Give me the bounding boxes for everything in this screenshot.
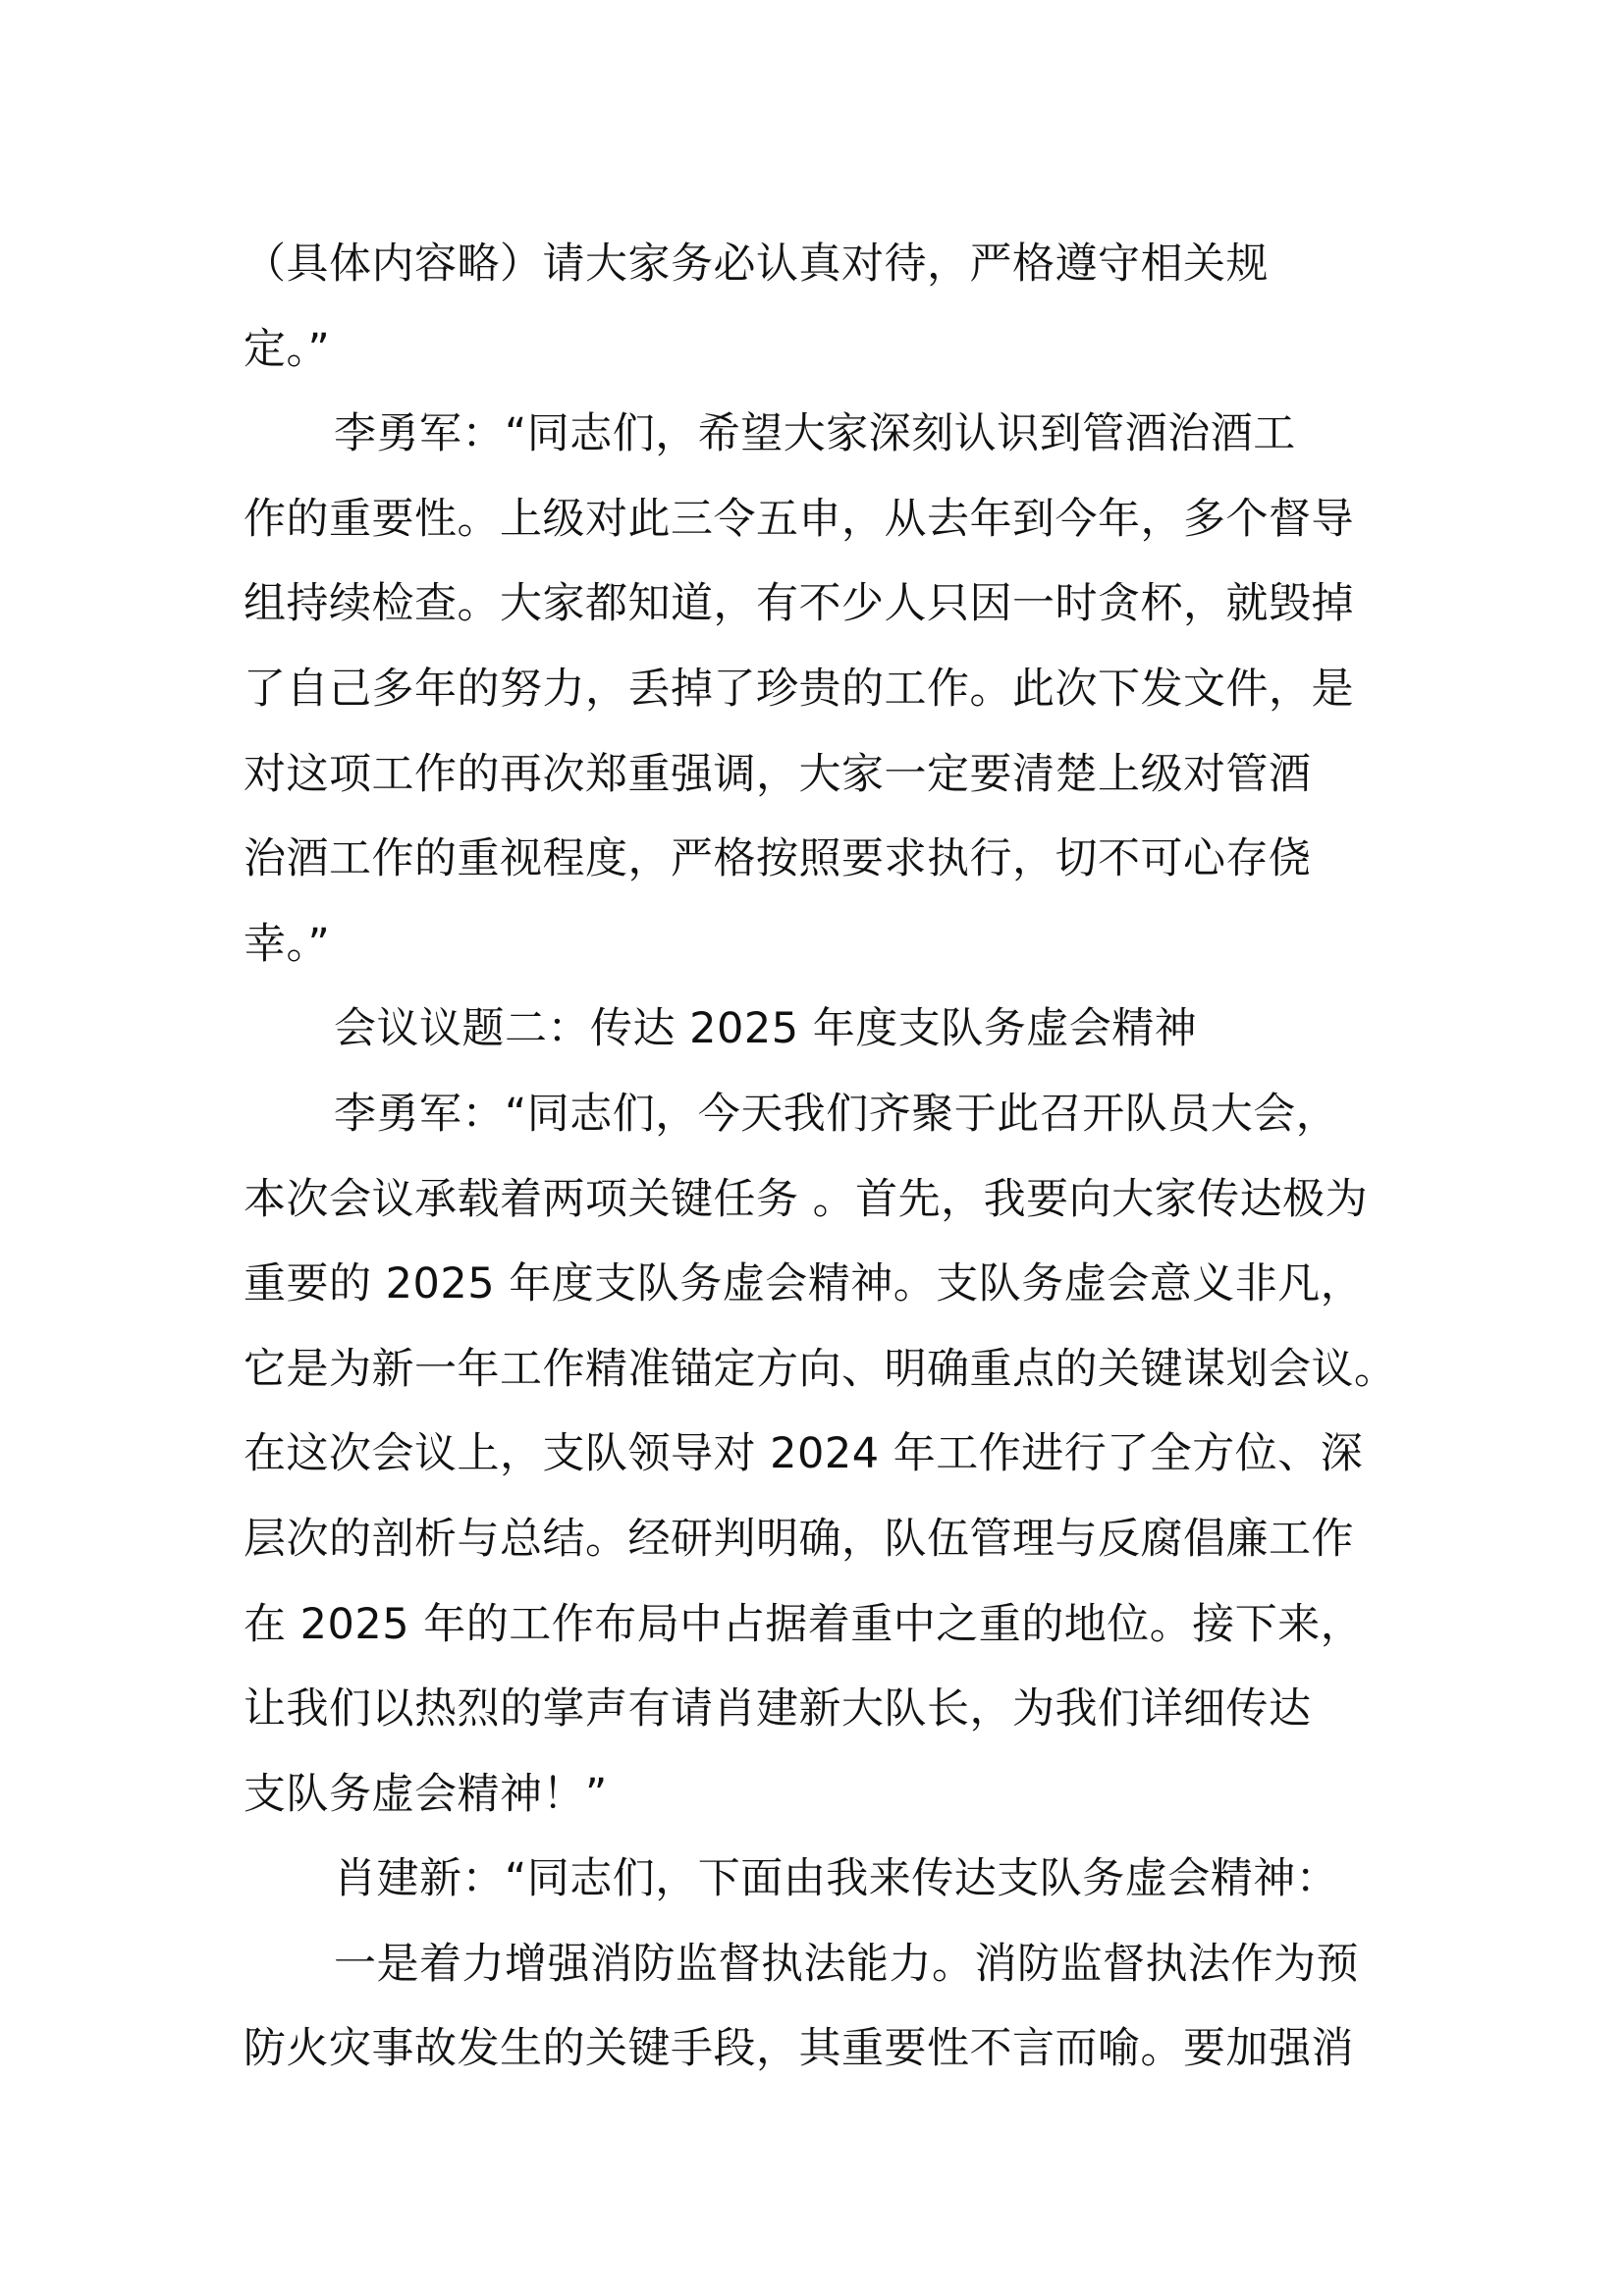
- text-line: 对这项工作的再次郑重强调，大家一定要清楚上级对管酒: [243, 749, 1312, 799]
- text-line: 让我们以热烈的掌声有请肖建新大队长，为我们详细传达: [243, 1684, 1312, 1735]
- text-line: 防火灾事故发生的关键手段，其重要性不言而喻。要加强消: [243, 2024, 1354, 2074]
- text-line: 李勇军：“同志们，今天我们齐聚于此召开队员大会，: [334, 1089, 1339, 1139]
- text-line: 一是着力增强消防监督执法能力。消防监督执法作为预: [334, 1939, 1359, 1989]
- text-line: 层次的剖析与总结。经研判明确，队伍管理与反腐倡廉工作: [243, 1514, 1354, 1564]
- text-line: 了自己多年的努力，丢掉了珍贵的工作。此次下发文件，是: [243, 664, 1354, 714]
- text-line: 肖建新：“同志们，下面由我来传达支队务虚会精神：: [334, 1854, 1339, 1904]
- text-line: 组持续检查。大家都知道，有不少人只因一时贪杯，就毁掉: [243, 579, 1354, 629]
- text-line: 它是为新一年工作精准锚定方向、明确重点的关键谋划会议。: [243, 1344, 1397, 1394]
- text-line: 幸。”: [243, 919, 331, 969]
- text-line: （具体内容略）请大家务必认真对待，严格遵守相关规: [243, 240, 1269, 289]
- text-line: 重要的 2025 年度支队务虚会精神。支队务虚会意义非凡，: [243, 1259, 1364, 1309]
- text-line: 在这次会议上，支队领导对 2024 年工作进行了全方位、深: [243, 1429, 1364, 1479]
- text-line: 支队务虚会精神！”: [243, 1769, 608, 1819]
- text-line: 治酒工作的重视程度，严格按照要求执行，切不可心存侥: [243, 834, 1312, 884]
- text-line: 本次会议承载着两项关键任务 。首先，我要向大家传达极为: [243, 1174, 1369, 1224]
- text-line: 作的重要性。上级对此三令五申，从去年到今年，多个督导: [243, 494, 1354, 544]
- section-heading: 会议议题二：传达 2025 年度支队务虚会精神: [334, 1004, 1198, 1054]
- text-line: 定。”: [243, 324, 331, 374]
- document-body: [243, 222, 1432, 2092]
- text-line: 在 2025 年的工作布局中占据着重中之重的地位。接下来，: [243, 1599, 1364, 1649]
- text-line: 李勇军：“同志们，希望大家深刻认识到管酒治酒工: [334, 409, 1296, 459]
